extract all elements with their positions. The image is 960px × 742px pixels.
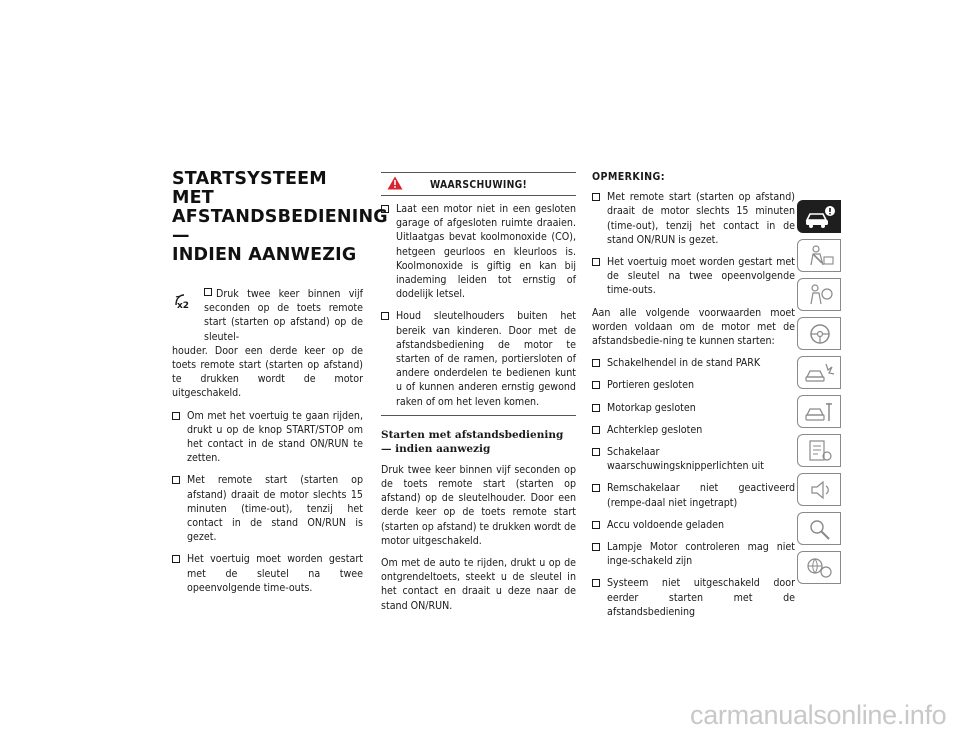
- warning-item-text: Houd sleutelhouders buiten het bereik van kinderen. Door met de afstandsbediening de motor te starten of de ramen, portiersloten of andere onderdelen te bedienen kunt u of kunnen anderen ernstig gewond raken of om het leven komen.: [396, 310, 576, 408]
- note-item-text: Met remote start (starten op afstand) draait de motor slechts 15 minuten (time-out), tenzij het contact in de stand ON/RUN is gezet.: [607, 191, 795, 246]
- warning-header: [381, 173, 576, 196]
- steering-wheel-icon: [804, 321, 836, 347]
- title-line-3: INDIEN AANWEZIG: [172, 245, 357, 265]
- condition-item-text: Systeem niet uitgeschakeld door eerder starten met de afstandsbediening: [607, 577, 795, 618]
- warning-label: WAARSCHUWING!: [429, 179, 528, 191]
- checkbox-bullet-icon: [592, 426, 600, 434]
- checkbox-bullet-icon: [592, 579, 600, 587]
- chapter-tab-languages[interactable]: [797, 551, 841, 584]
- chapter-tab-service[interactable]: [797, 395, 841, 428]
- section-subheading: Starten met afstandsbediening — indien aanwezig: [381, 428, 564, 455]
- condition-item-text: Accu voldoende geladen: [607, 518, 725, 531]
- note-item-text: Het voertuig moet worden gestart met de sleutel na twee opeenvolgende time-outs.: [607, 256, 795, 297]
- condition-item-text: Motorkap gesloten: [607, 401, 696, 414]
- condition-item: [592, 445, 795, 473]
- chapter-tab-emergency[interactable]: [797, 356, 841, 389]
- checkbox-bullet-icon: [204, 288, 212, 296]
- press-twice-text-first-body: Druk twee keer binnen vijf seconden op de toets remote start (starten op afstand) op de sleutel-: [204, 288, 363, 343]
- chapter-tab-driving[interactable]: [797, 317, 841, 350]
- list-item: [172, 552, 363, 595]
- press-twice-icon: [172, 291, 194, 313]
- languages-icon: [804, 555, 836, 581]
- checkbox-bullet-icon: [592, 448, 600, 456]
- condition-item-text: Remschakelaar niet geactiveerd (rempe-daal niet ingetrapt): [607, 482, 795, 509]
- condition-item: [592, 423, 795, 437]
- index-search-icon: [804, 516, 836, 542]
- press-twice-icon-label: x2: [177, 301, 190, 311]
- checkbox-bullet-icon: [592, 193, 600, 201]
- checkbox-bullet-icon: [172, 476, 180, 484]
- title-line-1: STARTSYSTEEM MET: [172, 169, 327, 208]
- note-item: [592, 190, 795, 247]
- checkbox-bullet-icon: [592, 381, 600, 389]
- paragraph: Druk twee keer binnen vijf seconden op de toets remote start (starten op afstand) op de sleutelhouder. Door een derde keer op de toets remote start (starten op afstand) te drukken wordt de motor uitgeschakeld.: [381, 463, 576, 547]
- warning-item: [381, 202, 576, 301]
- press-twice-text-first: [172, 287, 363, 344]
- list-item-text: Met remote start (starten op afstand) draait de motor slechts 15 minuten (time-out), tenzij het contact in de stand ON/RUN is gezet.: [187, 474, 363, 544]
- condition-item-text: Achterklep gesloten: [607, 423, 703, 436]
- column-3: [592, 170, 795, 627]
- condition-item: [592, 481, 795, 509]
- condition-item: [592, 540, 795, 568]
- checkbox-bullet-icon: [592, 484, 600, 492]
- condition-item-text: Schakelhendel in de stand PARK: [607, 357, 761, 370]
- chapter-tab-car-info[interactable]: [797, 200, 841, 233]
- checkbox-bullet-icon: [381, 312, 389, 320]
- condition-item-text: Portieren gesloten: [607, 379, 694, 392]
- column-1: [172, 169, 388, 603]
- conditions-intro: Aan alle volgende voorwaarden moet worden voldaan om de motor met de afstandsbedie-ning te kunnen starten:: [592, 306, 795, 348]
- chapter-tab-specifications[interactable]: [797, 434, 841, 467]
- list-item: [172, 409, 363, 466]
- checkbox-bullet-icon: [172, 555, 180, 563]
- paragraph: Om met de auto te rijden, drukt u op de ontgrendeltoets, steekt u de sleutel in het contact en draait u deze naar de stand ON/RUN.: [381, 557, 576, 612]
- checkbox-bullet-icon: [592, 543, 600, 551]
- condition-item: [592, 356, 795, 370]
- warning-box: [381, 172, 576, 416]
- condition-item: [592, 518, 795, 532]
- warning-item-text: Laat een motor niet in een gesloten garage of afgesloten ruimte draaien. Uitlaatgas bevat koolmonoxide (CO), hetgeen geurloos en kleurloos is. Koolmonoxide is giftig en kan bij inademing leiden tot ernstig of dodelijk letsel.: [396, 203, 576, 301]
- checkbox-bullet-icon: [172, 412, 180, 420]
- multimedia-icon: [804, 477, 836, 503]
- checkbox-bullet-icon: [381, 205, 389, 213]
- chapter-tab-index[interactable]: [797, 512, 841, 545]
- column-2: [381, 172, 576, 621]
- condition-item-text: Schakelaar waarschuwingsknipperlichten uit: [607, 446, 764, 473]
- car-info-icon: [804, 204, 836, 230]
- checkbox-bullet-icon: [592, 258, 600, 266]
- checkbox-bullet-icon: [592, 359, 600, 367]
- car-crash-icon: [804, 360, 836, 386]
- chapter-tab-seat-belt[interactable]: [797, 239, 841, 272]
- press-twice-instruction: [172, 287, 363, 401]
- seat-belt-icon: [804, 243, 836, 269]
- checkbox-bullet-icon: [592, 404, 600, 412]
- chapter-tab-multimedia[interactable]: [797, 473, 841, 506]
- condition-item: [592, 576, 795, 619]
- note-heading: OPMERKING:: [592, 171, 665, 183]
- checkbox-bullet-icon: [592, 521, 600, 529]
- list-item: [172, 473, 363, 544]
- chapter-tab-airbag[interactable]: [797, 278, 841, 311]
- condition-item-text: Lampje Motor controleren mag niet inge-schakeld zijn: [607, 541, 795, 568]
- condition-item: [592, 378, 795, 392]
- watermark: carmanualsonline.info: [690, 700, 947, 730]
- page-title: [172, 169, 388, 265]
- condition-item: [592, 401, 795, 415]
- title-line-2: AFSTANDSBEDIENING —: [172, 207, 388, 246]
- specifications-icon: [804, 438, 836, 464]
- chapter-tabs: [797, 200, 841, 590]
- list-item-text: Om met het voertuig te gaan rijden, drukt u op de knop START/STOP om het contact in de stand ON/RUN te zetten.: [187, 409, 363, 465]
- warning-item: [381, 309, 576, 408]
- press-twice-text-rest: houder. Door een derde keer op de toets remote start (starten op afstand) te drukken wordt de motor uitgeschakeld.: [172, 344, 363, 400]
- car-service-icon: [804, 399, 836, 425]
- note-item: [592, 255, 795, 298]
- list-item-text: Het voertuig moet worden gestart met de sleutel na twee opeenvolgende time-outs.: [187, 553, 363, 594]
- airbag-icon: [804, 282, 836, 308]
